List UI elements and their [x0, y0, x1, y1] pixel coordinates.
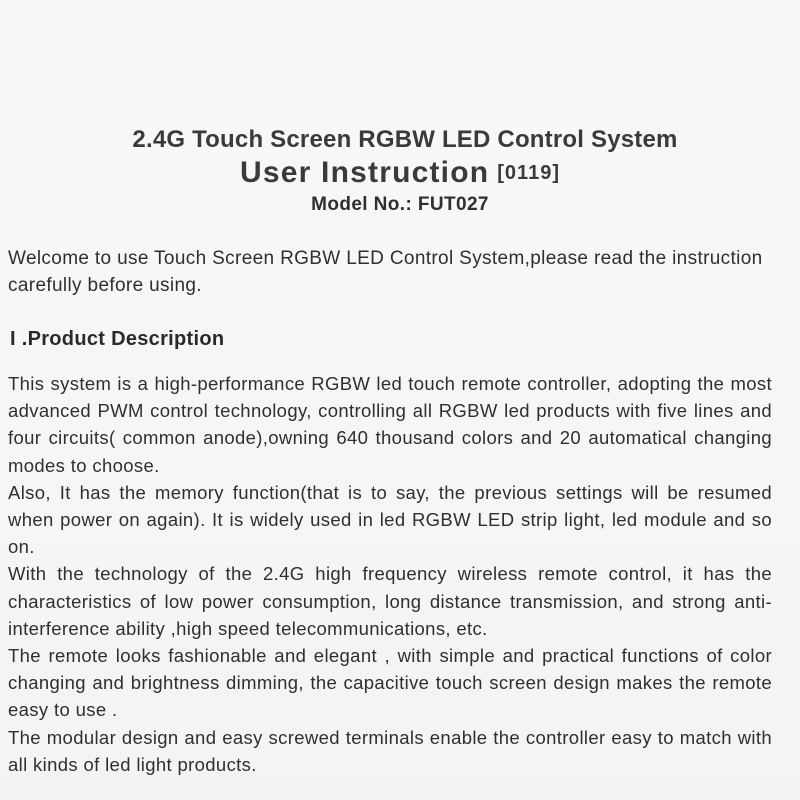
document-title: 2.4G Touch Screen RGBW LED Control System — [132, 126, 678, 153]
description-paragraph: Also, It has the memory function(that is to say, the previous settings will be resumed when power on again). It is widely used in led RGBW LED strip light, led module and so on. — [8, 481, 772, 558]
document-code: [0119] — [497, 162, 560, 184]
description-paragraph: The modular design and easy screwed terminals enable the controller easy to match with all kinds of led light products. — [8, 726, 772, 775]
description-paragraph: This system is a high-performance RGBW led touch remote controller, adopting the most advanced PWM control technology, controlling all RGBW led products with five lines and four circuits( common anode),owning 640 thousand colors and 20 automatical changing modes to choose. — [8, 373, 772, 476]
document-subtitle: User Instruction — [240, 156, 490, 189]
section-heading-product-description: I .Product Description — [10, 328, 225, 350]
document-header — [0, 126, 800, 216]
description-paragraph: With the technology of the 2.4G high frequency wireless remote control, it has the characteristics of low power consumption, long distance transmission, and strong anti-interference ability ,high speed telecommunications, etc. — [8, 563, 772, 639]
document-subtitle-line — [0, 156, 800, 190]
description-paragraph: The remote looks fashionable and elegant , with simple and practical functions of color changing and brightness dimming, the capacitive touch screen design makes the remote easy to use . — [8, 645, 772, 721]
intro-paragraph: Welcome to use Touch Screen RGBW LED Control System,please read the instruction carefully before using. — [8, 248, 763, 296]
product-description-body — [8, 370, 772, 778]
model-number: Model No.: FUT027 — [311, 194, 489, 215]
